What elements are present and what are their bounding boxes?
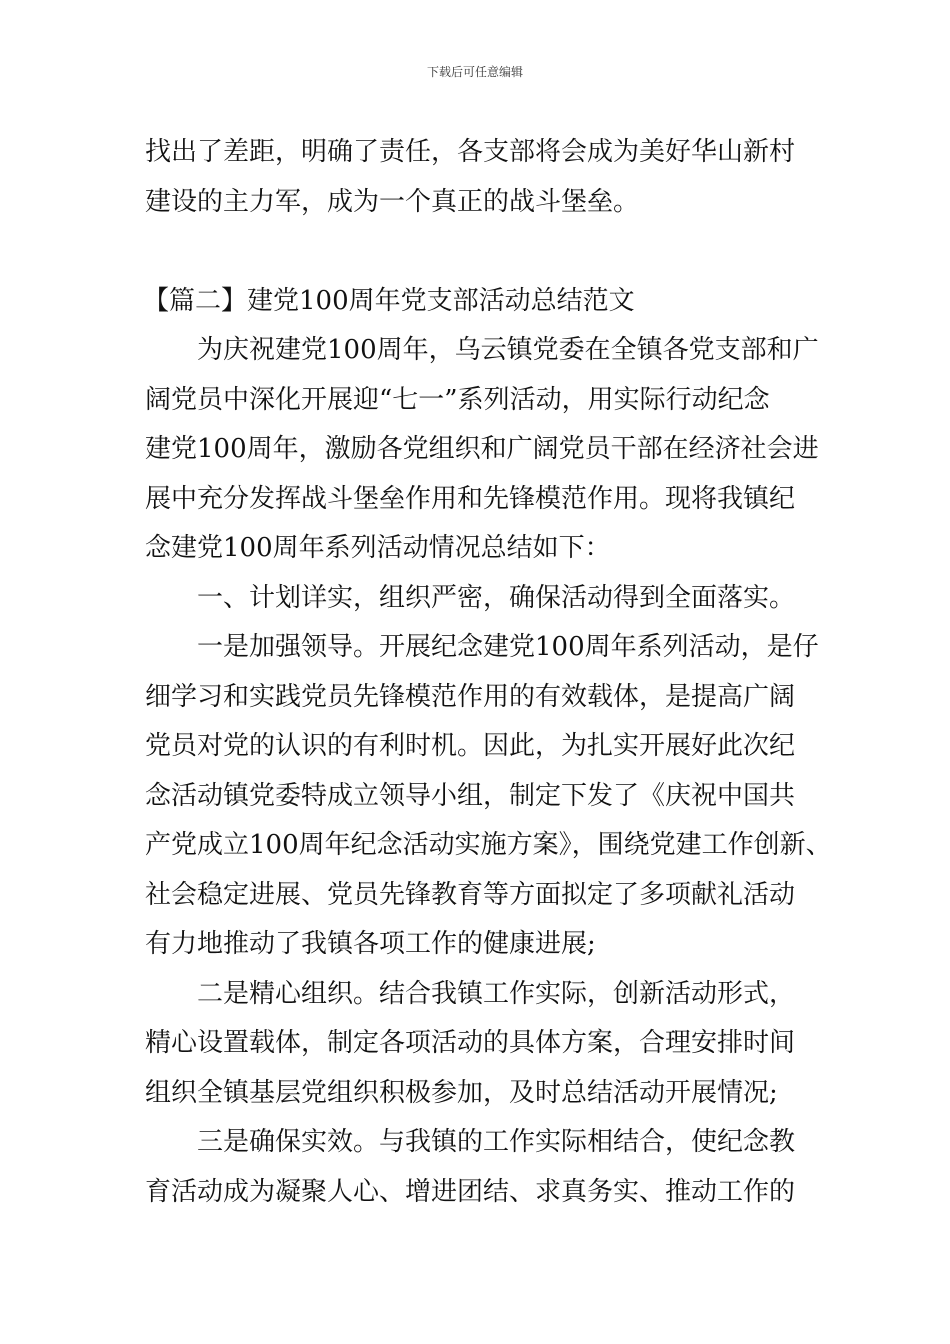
text-line: 三是确保实效。与我镇的工作实际相结合，使纪念教 — [197, 1127, 796, 1157]
text-line: 社会稳定进展、党员先锋教育等方面拟定了多项献礼活动 — [145, 879, 796, 910]
section-title: 【篇二】建党100周年党支部活动总结范文 — [143, 285, 635, 316]
paragraph-gap — [145, 227, 835, 277]
text-line: 组织全镇基层党组织积极参加，及时总结活动开展情况; — [145, 1077, 778, 1108]
text-line: 一是加强领导。开展纪念建党100周年系列活动，是仔 — [197, 632, 819, 662]
text-line: 党员对党的认识的有利时机。因此，为扎实开展好此次纪 — [145, 731, 796, 761]
text-line: 为庆祝建党100周年，乌云镇党委在全镇各党支部和广 — [197, 335, 819, 365]
text-line: 建党100周年，激励各党组织和广阔党员干部在经济社会进 — [145, 434, 819, 464]
page-header-note: 下载后可任意编辑 — [426, 65, 523, 79]
text-line: 二是精心组织。结合我镇工作实际，创新活动形式， — [197, 978, 796, 1009]
text-line: 念活动镇党委特成立领导小组，制定下发了《庆祝中国共 — [145, 780, 796, 811]
text-line: 一、计划详实，组织严密，确保活动得到全面落实。 — [197, 582, 796, 613]
text-line: 有力地推动了我镇各项工作的健康进展; — [145, 929, 596, 959]
text-line: 念建党100周年系列活动情况总结如下： — [145, 533, 611, 563]
text-line: 展中充分发挥战斗堡垒作用和先锋模范作用。现将我镇纪 — [145, 483, 796, 514]
document-body — [145, 128, 835, 1217]
text-line: 建设的主力军，成为一个真正的战斗堡垒。 — [145, 186, 640, 217]
text-line: 阔党员中深化开展迎“七一”系列活动，用实际行动纪念 — [145, 384, 770, 415]
text-line: 育活动成为凝聚人心、增进团结、求真务实、推动工作的 — [145, 1176, 796, 1207]
text-line: 产党成立100周年纪念活动实施方案》，围绕党建工作创新、 — [145, 830, 832, 860]
text-line: 找出了差距，明确了责任，各支部将会成为美好华山新村 — [145, 137, 796, 167]
text-line: 精心设置载体，制定各项活动的具体方案，合理安排时间 — [145, 1028, 796, 1058]
text-line: 细学习和实践党员先锋模范作用的有效载体，是提高广阔 — [145, 681, 796, 712]
